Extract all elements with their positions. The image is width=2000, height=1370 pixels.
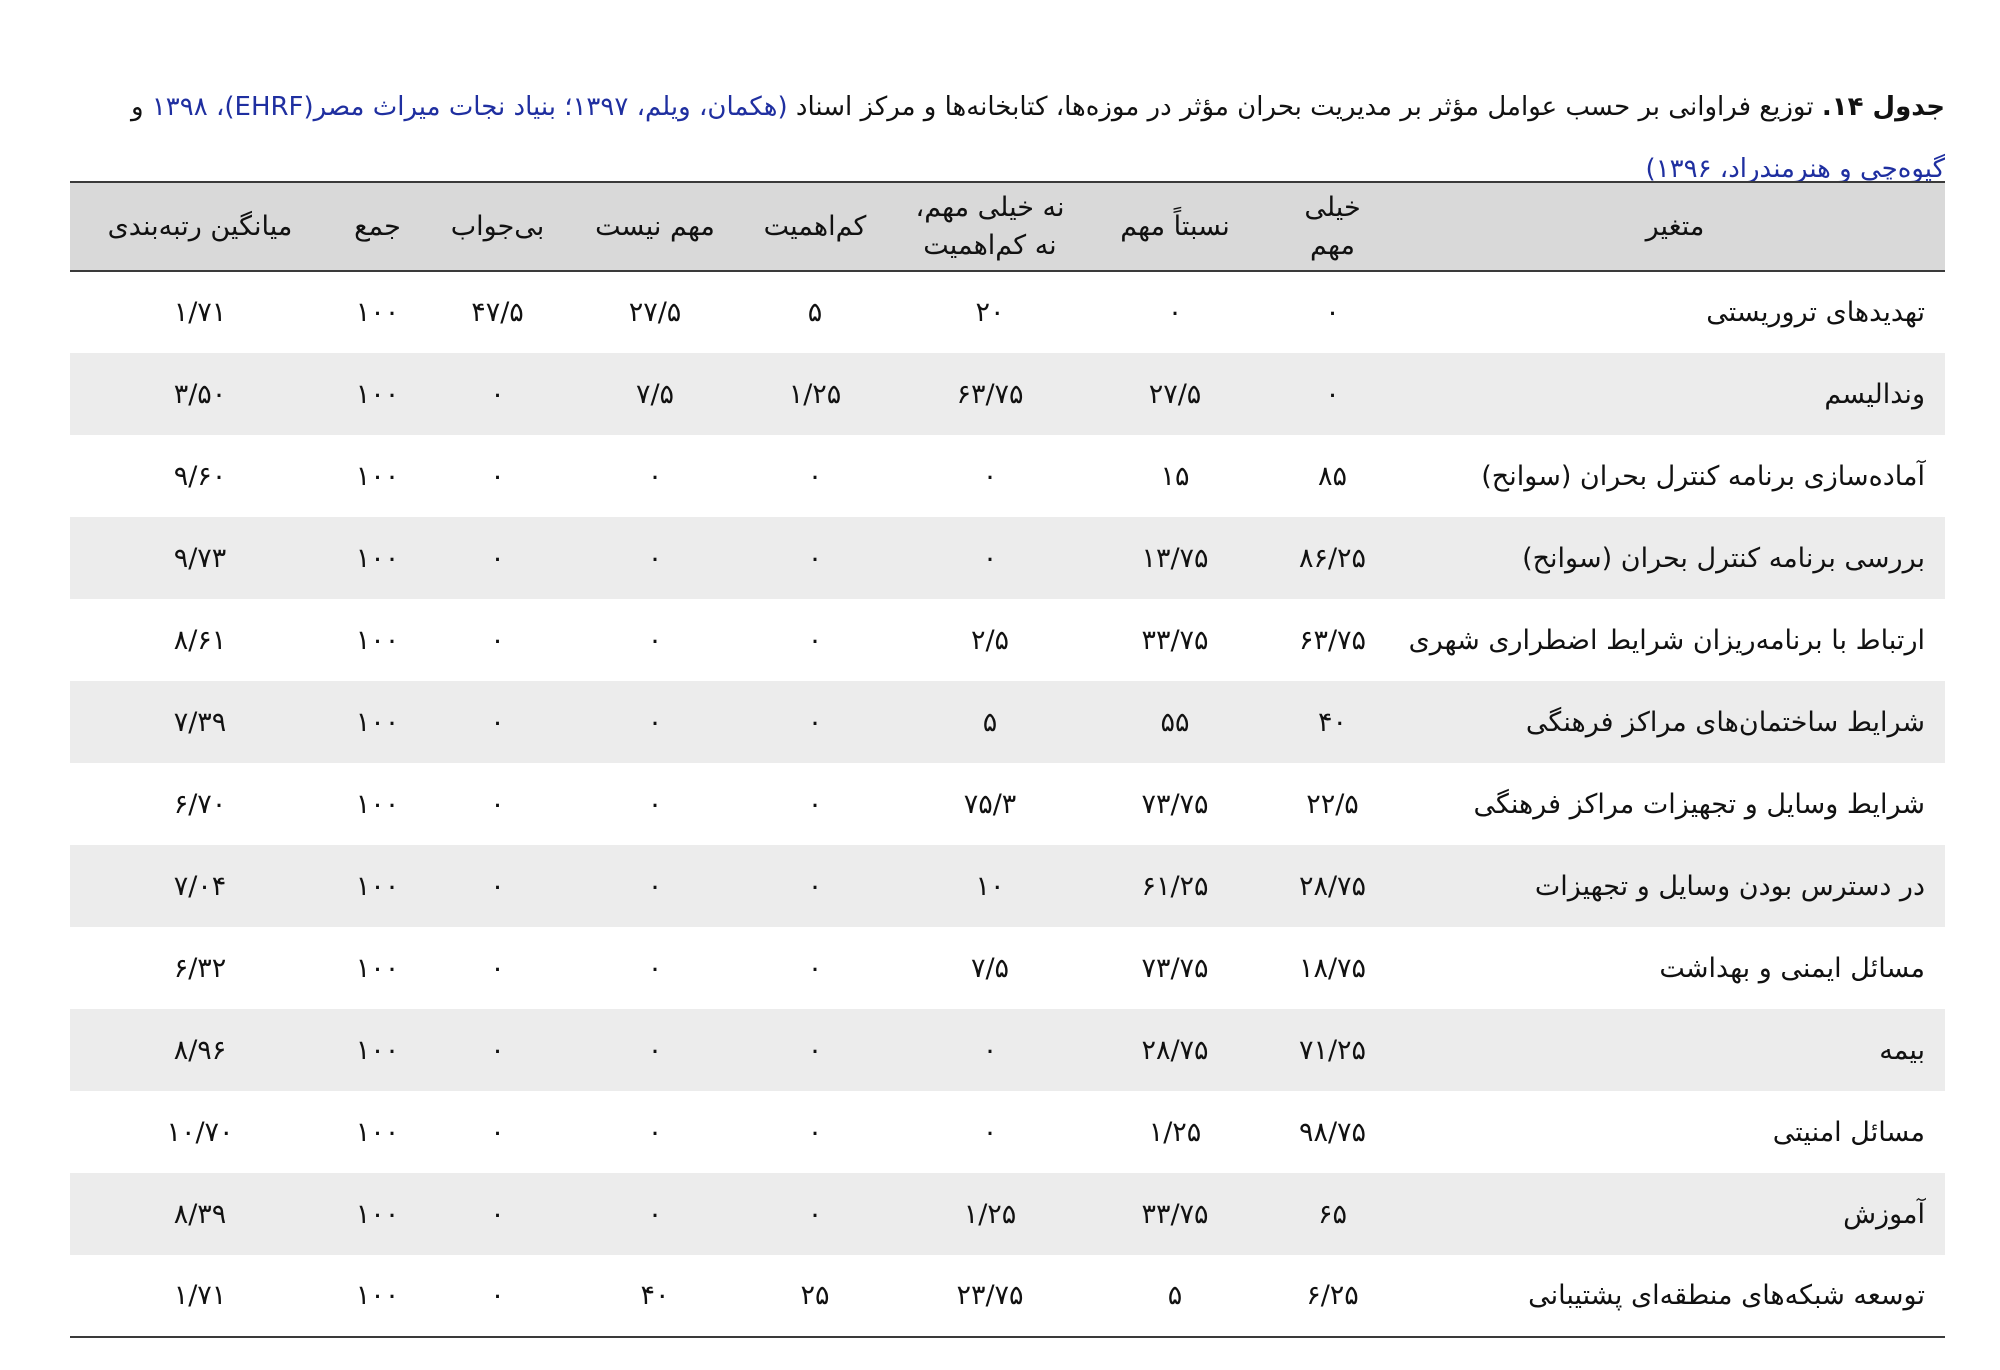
cell-mean-rank: ۷/۳۹ [173, 706, 227, 738]
cell-not-important: ۰ [647, 706, 663, 738]
cell-mean-rank: ۶/۷۰ [173, 788, 227, 820]
cell-no-answer: ۴۷/۵ [471, 297, 524, 328]
header-low-importance: کم‌اهمیت [763, 210, 867, 242]
cell-neutral: ۶۳/۷۵ [956, 378, 1024, 410]
table-row [70, 1091, 1945, 1173]
cell-neutral: ۰ [982, 1116, 998, 1148]
cell-low-importance: ۰ [807, 1198, 823, 1230]
header-very-important-line2: مهم [1310, 229, 1355, 261]
caption-citation-b: گیوه‌چی و هنرمندراد، ۱۳۹۶) [1645, 154, 1945, 184]
cell-not-important: ۲۷/۵ [628, 297, 682, 328]
cell-variable: آماده‌سازی برنامه کنترل بحران (سوانح) [1481, 460, 1925, 492]
cell-neutral: ۲/۵ [970, 624, 1010, 656]
cell-fairly-important: ۱/۲۵ [1148, 1116, 1202, 1148]
cell-low-importance: ۰ [807, 1034, 823, 1066]
cell-variable: شرایط ساختمان‌های مراکز فرهنگی [1525, 706, 1925, 738]
header-no-answer: بی‌جواب [450, 210, 545, 242]
cell-mean-rank: ۸/۶۱ [173, 624, 227, 656]
table-row [70, 763, 1945, 845]
cell-total: ۱۰۰ [355, 1116, 400, 1148]
cell-not-important: ۰ [647, 1034, 663, 1066]
cell-fairly-important: ۲۷/۵ [1148, 378, 1202, 410]
cell-fairly-important: ۲۸/۷۵ [1141, 1034, 1209, 1066]
table-row [70, 681, 1945, 763]
cell-not-important: ۷/۵ [635, 378, 675, 410]
table-row [70, 599, 1945, 681]
cell-low-importance: ۲۵ [800, 1280, 830, 1311]
cell-no-answer: ۰ [490, 624, 505, 656]
cell-mean-rank: ۱/۷۱ [173, 297, 227, 328]
cell-total: ۱۰۰ [355, 378, 400, 410]
cell-fairly-important: ۰ [1167, 297, 1183, 328]
header-neutral-line2: نه کم‌اهمیت [923, 229, 1057, 261]
cell-variable: مسائل ایمنی و بهداشت [1659, 952, 1925, 984]
cell-not-important: ۰ [647, 788, 663, 820]
cell-very-important: ۸۶/۲۵ [1298, 542, 1367, 574]
cell-neutral: ۲۳/۷۵ [956, 1280, 1024, 1311]
header-mean-rank: میانگین رتبه‌بندی [107, 210, 293, 242]
cell-neutral: ۲۰ [975, 297, 1005, 328]
cell-low-importance: ۰ [807, 788, 823, 820]
cell-low-importance: ۰ [807, 624, 823, 656]
cell-low-importance: ۱/۲۵ [788, 378, 842, 410]
cell-fairly-important: ۷۳/۷۵ [1141, 788, 1209, 820]
cell-low-importance: ۵ [807, 297, 823, 328]
cell-very-important: ۰ [1325, 297, 1340, 328]
cell-not-important: ۰ [647, 1198, 663, 1230]
caption-joiner: و [131, 92, 152, 122]
cell-very-important: ۹۸/۷۵ [1298, 1116, 1367, 1148]
cell-mean-rank: ۳/۵۰ [173, 378, 227, 410]
cell-total: ۱۰۰ [355, 1198, 400, 1230]
cell-very-important: ۷۱/۲۵ [1298, 1034, 1367, 1066]
cell-total: ۱۰۰ [355, 1280, 400, 1311]
cell-not-important: ۴۰ [640, 1280, 670, 1311]
header-very-important-line1: خیلی [1304, 191, 1361, 223]
cell-neutral: ۷/۵ [970, 952, 1010, 984]
cell-neutral: ۰ [982, 542, 998, 574]
cell-mean-rank: ۱/۷۱ [173, 1280, 227, 1311]
cell-no-answer: ۰ [490, 1198, 505, 1230]
header-very-important [1260, 182, 1405, 271]
cell-very-important: ۰ [1325, 378, 1340, 410]
cell-low-importance: ۰ [807, 460, 823, 492]
cell-fairly-important: ۷۳/۷۵ [1141, 952, 1209, 984]
cell-total: ۱۰۰ [355, 542, 400, 574]
cell-neutral: ۱/۲۵ [963, 1198, 1017, 1230]
cell-no-answer: ۰ [490, 460, 505, 492]
cell-fairly-important: ۵۵ [1160, 706, 1190, 738]
cell-neutral: ۱۰ [975, 870, 1005, 902]
cell-total: ۱۰۰ [355, 460, 400, 492]
cell-very-important: ۲۲/۵ [1306, 788, 1359, 820]
cell-neutral: ۵ [982, 706, 998, 738]
cell-mean-rank: ۷/۰۴ [173, 870, 227, 902]
cell-no-answer: ۰ [490, 378, 505, 410]
cell-mean-rank: ۹/۶۰ [173, 460, 227, 492]
cell-not-important: ۰ [647, 542, 663, 574]
cell-no-answer: ۰ [490, 1280, 505, 1311]
table-row [70, 1009, 1945, 1091]
cell-total: ۱۰۰ [355, 1034, 400, 1066]
cell-neutral: ۰ [982, 1034, 998, 1066]
cell-total: ۱۰۰ [355, 788, 400, 820]
cell-mean-rank: ۱۰/۷۰ [166, 1116, 234, 1148]
cell-very-important: ۶۵ [1317, 1198, 1347, 1230]
cell-low-importance: ۰ [807, 1116, 823, 1148]
cell-no-answer: ۰ [490, 1116, 505, 1148]
cell-variable: وندالیسم [1824, 378, 1925, 410]
frequency-table [70, 181, 1945, 1338]
header-neutral-line1: نه خیلی مهم، [915, 191, 1065, 223]
cell-low-importance: ۰ [807, 870, 823, 902]
cell-no-answer: ۰ [490, 706, 505, 738]
table-body [70, 271, 1945, 1337]
cell-fairly-important: ۱۳/۷۵ [1141, 542, 1209, 574]
cell-very-important: ۶/۲۵ [1306, 1280, 1359, 1311]
cell-mean-rank: ۸/۳۹ [173, 1198, 227, 1230]
cell-low-importance: ۰ [807, 952, 823, 984]
cell-not-important: ۰ [647, 870, 663, 902]
cell-variable: بررسی برنامه کنترل بحران (سوانح) [1522, 542, 1925, 574]
cell-no-answer: ۰ [490, 788, 505, 820]
cell-very-important: ۱۸/۷۵ [1298, 952, 1367, 984]
header-fairly-important: نسبتاً مهم [1120, 210, 1230, 242]
cell-very-important: ۶۳/۷۵ [1298, 624, 1367, 656]
header-not-important: مهم نیست [595, 210, 715, 242]
cell-no-answer: ۰ [490, 542, 505, 574]
cell-variable: در دسترس بودن وسایل و تجهیزات [1534, 870, 1925, 902]
caption-citation-a: (هکمان، ویلم، ۱۳۹۷؛ بنیاد نجات میراث مصر(EHRF)، ۱۳۹۸ [151, 92, 788, 122]
table-row [70, 353, 1945, 435]
cell-fairly-important: ۳۳/۷۵ [1141, 1198, 1209, 1230]
cell-neutral: ۷۵/۳ [963, 788, 1017, 820]
cell-total: ۱۰۰ [355, 870, 400, 902]
header-total: جمع [354, 210, 401, 242]
table-row [70, 435, 1945, 517]
table-row [70, 517, 1945, 599]
table-row [70, 271, 1945, 353]
cell-neutral: ۰ [982, 460, 998, 492]
header-neutral [890, 182, 1090, 271]
cell-fairly-important: ۳۳/۷۵ [1141, 624, 1209, 656]
cell-variable: بیمه [1879, 1034, 1925, 1066]
cell-variable: تهدیدهای تروریستی [1706, 297, 1925, 328]
table-row [70, 845, 1945, 927]
cell-total: ۱۰۰ [355, 624, 400, 656]
cell-low-importance: ۰ [807, 542, 823, 574]
cell-total: ۱۰۰ [355, 297, 400, 328]
cell-mean-rank: ۹/۷۳ [173, 542, 227, 574]
cell-not-important: ۰ [647, 1116, 663, 1148]
cell-low-importance: ۰ [807, 706, 823, 738]
cell-no-answer: ۰ [490, 870, 505, 902]
cell-mean-rank: ۸/۹۶ [173, 1034, 227, 1066]
caption-text: توزیع فراوانی بر حسب عوامل مؤثر بر مدیریت بحران مؤثر در موزه‌ها، کتابخانه‌ها و مرکز اسناد [787, 92, 1822, 122]
cell-variable: توسعه شبکه‌های منطقه‌ای پشتیبانی [1528, 1280, 1925, 1311]
cell-fairly-important: ۶۱/۲۵ [1141, 870, 1209, 902]
header-variable: متغیر [1645, 210, 1705, 242]
cell-variable: ارتباط با برنامه‌ریزان شرایط اضطراری شهری [1408, 624, 1925, 656]
cell-no-answer: ۰ [490, 1034, 505, 1066]
cell-variable: شرایط وسایل و تجهیزات مراکز فرهنگی [1473, 788, 1925, 820]
cell-variable: مسائل امنیتی [1772, 1116, 1925, 1148]
table-row [70, 1173, 1945, 1255]
cell-very-important: ۲۸/۷۵ [1298, 870, 1367, 902]
cell-fairly-important: ۱۵ [1160, 460, 1190, 492]
table-row [70, 1255, 1945, 1337]
cell-no-answer: ۰ [490, 952, 505, 984]
cell-not-important: ۰ [647, 460, 663, 492]
cell-very-important: ۸۵ [1317, 460, 1347, 492]
cell-very-important: ۴۰ [1317, 706, 1347, 738]
cell-variable: آموزش [1843, 1198, 1925, 1230]
cell-mean-rank: ۶/۳۲ [173, 952, 227, 984]
cell-total: ۱۰۰ [355, 952, 400, 984]
caption-label: جدول ۱۴. [1821, 92, 1945, 122]
table-row [70, 927, 1945, 1009]
cell-not-important: ۰ [647, 952, 663, 984]
cell-not-important: ۰ [647, 624, 663, 656]
table-header-row [70, 182, 1945, 271]
cell-total: ۱۰۰ [355, 706, 400, 738]
cell-fairly-important: ۵ [1167, 1280, 1183, 1311]
